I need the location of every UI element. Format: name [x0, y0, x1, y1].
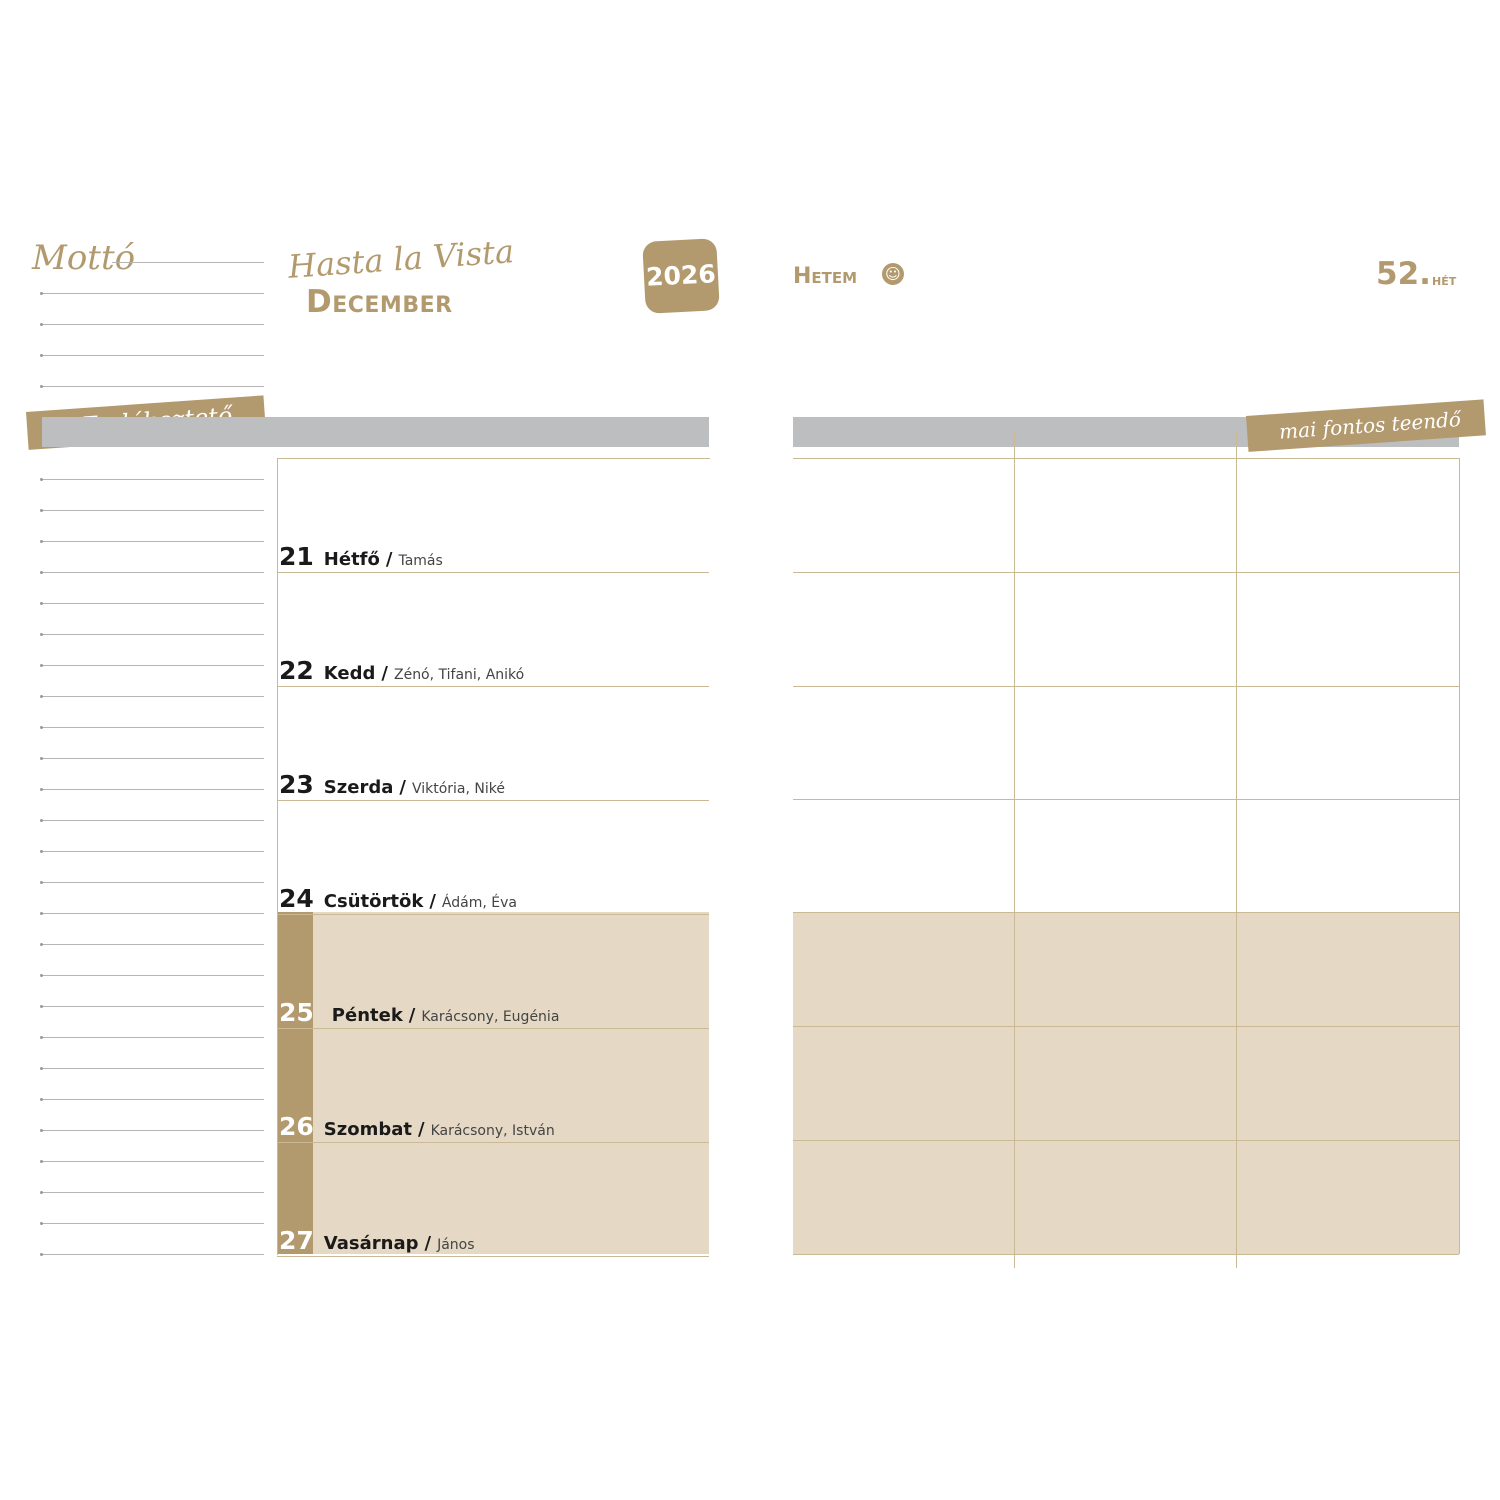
note-line	[42, 665, 264, 666]
day-name: Vasárnap	[323, 1233, 419, 1254]
note-bullet	[40, 1067, 43, 1070]
note-bullet	[40, 478, 43, 481]
todo-banner-label: mai fontos teendő	[1278, 407, 1462, 444]
note-bullet	[40, 1253, 43, 1256]
day-separator: /	[408, 1005, 416, 1026]
note-bullet	[40, 912, 43, 915]
note-line	[42, 1037, 264, 1038]
note-line	[42, 293, 264, 294]
note-line	[112, 262, 264, 263]
note-bullet	[40, 943, 43, 946]
note-line	[42, 1130, 264, 1131]
day-divider	[277, 572, 709, 573]
note-line	[42, 789, 264, 790]
week-title: Hetem	[793, 264, 858, 289]
note-bullet	[40, 1129, 43, 1132]
note-line	[42, 944, 264, 945]
day-separator: /	[429, 891, 436, 912]
day-number: 27	[279, 1226, 314, 1255]
note-bullet	[40, 881, 43, 884]
day-number: 25	[279, 998, 314, 1027]
left-header-bar	[42, 417, 709, 447]
grid-row-line	[793, 912, 1459, 913]
day-name: Kedd	[323, 663, 376, 684]
day-divider	[277, 800, 709, 801]
note-line	[42, 603, 264, 604]
note-bullet	[40, 1098, 43, 1101]
note-bullet	[40, 633, 43, 636]
note-line	[42, 851, 264, 852]
note-line	[42, 1161, 264, 1162]
day-separator: /	[385, 549, 393, 570]
motto-title: Mottó	[32, 238, 136, 278]
grid-row-line	[793, 1254, 1459, 1255]
grid-row-line	[793, 572, 1459, 573]
note-line	[42, 1254, 264, 1255]
day-row[interactable]	[279, 884, 517, 914]
month-title: December	[306, 284, 453, 320]
heading-script: Hasta la Vista	[286, 232, 516, 286]
note-line	[42, 820, 264, 821]
note-bullet	[40, 602, 43, 605]
note-bullet	[40, 757, 43, 760]
day-divider	[277, 1256, 709, 1257]
grid-row-line	[793, 1026, 1459, 1027]
grid-row-line	[793, 686, 1459, 687]
year-label: 2026	[645, 259, 717, 292]
day-number: 23	[279, 770, 314, 799]
week-label: hét	[1432, 270, 1457, 289]
day-row[interactable]	[279, 770, 505, 800]
grid-column-line	[1014, 432, 1015, 1268]
note-line	[42, 324, 264, 325]
note-line	[42, 541, 264, 542]
smiley-icon: ☺	[882, 263, 904, 285]
day-divider	[277, 1028, 709, 1029]
note-line	[42, 572, 264, 573]
note-line	[42, 975, 264, 976]
day-name: Hétfő	[323, 549, 380, 570]
day-number: 22	[279, 656, 314, 685]
note-bullet	[40, 323, 43, 326]
note-line	[42, 913, 264, 914]
note-line	[42, 386, 264, 387]
day-separator: /	[399, 777, 406, 798]
day-row[interactable]	[279, 1226, 475, 1256]
day-separator: /	[418, 1119, 425, 1140]
note-line	[42, 355, 264, 356]
day-row[interactable]	[279, 542, 443, 572]
note-bullet	[40, 292, 43, 295]
note-line	[42, 510, 264, 511]
note-line	[42, 1192, 264, 1193]
note-bullet	[40, 540, 43, 543]
note-line	[42, 882, 264, 883]
day-number: 24	[279, 884, 314, 913]
day-namedays: Viktória, Niké	[411, 781, 505, 797]
day-divider	[277, 1142, 709, 1143]
note-bullet	[40, 788, 43, 791]
day-number: 26	[279, 1112, 314, 1141]
grid-right-edge	[1459, 458, 1460, 1254]
day-name: Szerda	[323, 777, 394, 798]
grid-row-line	[793, 1140, 1459, 1141]
day-row[interactable]	[279, 998, 559, 1028]
grid-weekend-background	[793, 912, 1459, 1254]
note-bullet	[40, 1005, 43, 1008]
note-bullet	[40, 354, 43, 357]
note-bullet	[40, 819, 43, 822]
day-namedays: János	[437, 1237, 475, 1253]
grid-row-line	[793, 799, 1459, 800]
day-namedays: Ádám, Éva	[441, 895, 517, 911]
week-number: 52.	[1376, 256, 1431, 292]
note-bullet	[40, 571, 43, 574]
note-bullet	[40, 726, 43, 729]
note-line	[42, 479, 264, 480]
year-badge	[642, 238, 720, 314]
note-bullet	[40, 1160, 43, 1163]
note-line	[42, 696, 264, 697]
note-bullet	[40, 1222, 43, 1225]
note-line	[42, 634, 264, 635]
note-bullet	[40, 850, 43, 853]
note-bullet	[40, 385, 43, 388]
note-line	[42, 758, 264, 759]
note-line	[42, 1068, 264, 1069]
day-separator: /	[424, 1233, 432, 1254]
day-divider	[277, 914, 709, 915]
note-line	[42, 1099, 264, 1100]
day-name: Csütörtök	[323, 891, 424, 912]
grid-column-line	[1236, 432, 1237, 1268]
note-line	[42, 1223, 264, 1224]
note-line	[42, 1006, 264, 1007]
day-namedays: Karácsony, István	[430, 1123, 555, 1139]
note-bullet	[40, 664, 43, 667]
day-row[interactable]	[279, 1112, 555, 1142]
note-bullet	[40, 509, 43, 512]
note-bullet	[40, 974, 43, 977]
day-separator: /	[381, 663, 388, 684]
note-line	[42, 727, 264, 728]
day-name: Péntek	[331, 1005, 403, 1026]
note-bullet	[40, 1191, 43, 1194]
day-divider	[277, 686, 709, 687]
note-bullet	[40, 695, 43, 698]
day-namedays: Karácsony, Eugénia	[421, 1009, 560, 1025]
grid-row-line	[793, 458, 1459, 459]
day-row[interactable]	[279, 656, 524, 686]
day-namedays: Zénó, Tifani, Anikó	[393, 667, 525, 683]
day-namedays: Tamás	[398, 553, 443, 569]
day-name: Szombat	[323, 1119, 412, 1140]
note-bullet	[40, 1036, 43, 1039]
day-number: 21	[279, 542, 314, 571]
